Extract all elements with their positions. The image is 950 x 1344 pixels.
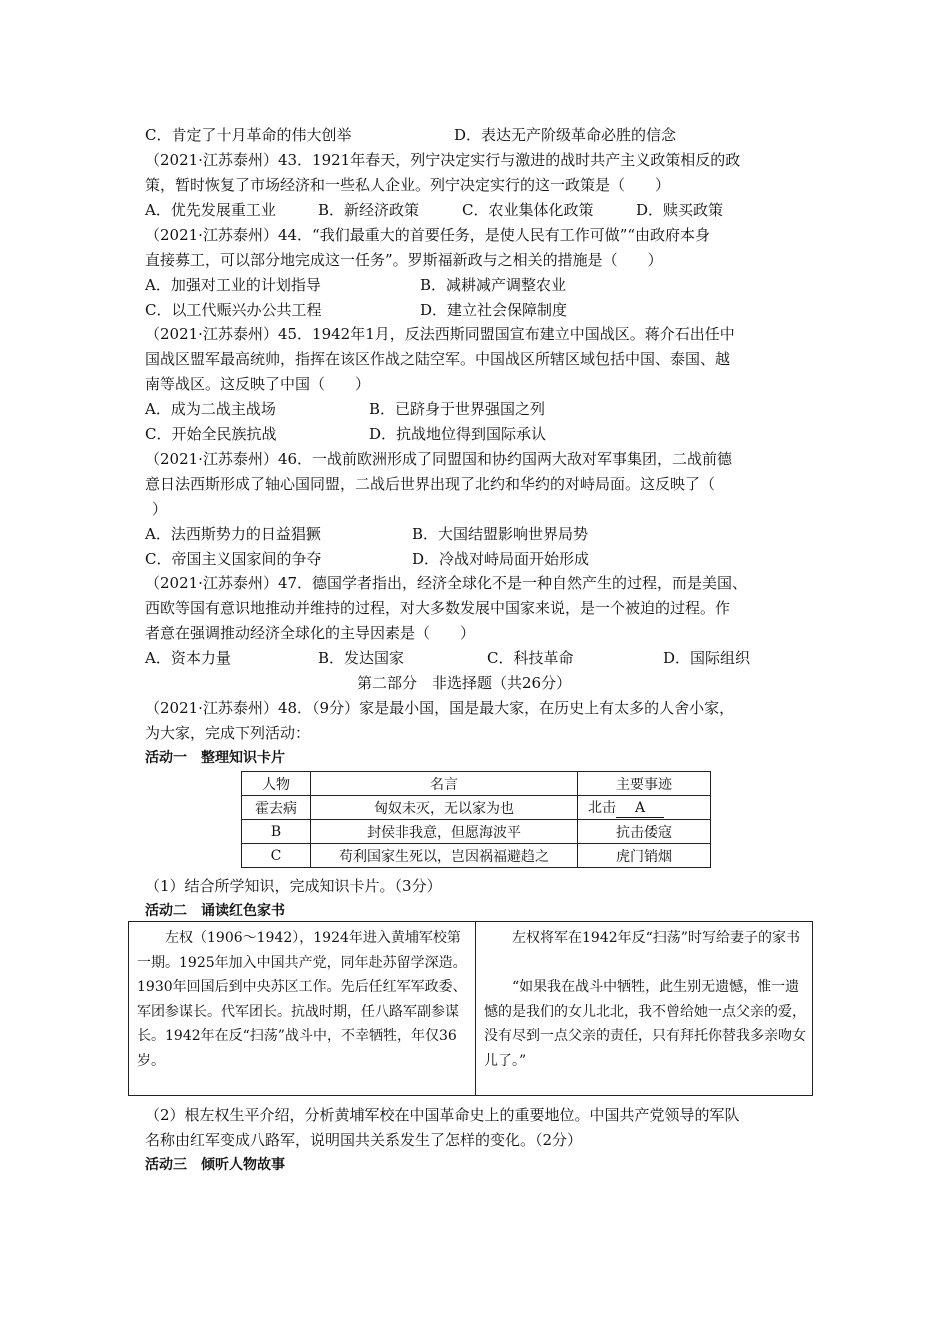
part2-heading: 第二部分 非选择题（共26分） bbox=[357, 674, 572, 692]
letter-quote: “如果我在战斗中牺牲，此生别无遗憾，惟一遗憾的是我们的女儿北北，我不曾给她一点父亲的爱，没有尽到一点父亲的责任，只有拜托你替我多亲吻女儿了。” bbox=[484, 979, 806, 1069]
q45-option-b: B．已跻身于世界强国之列 bbox=[369, 400, 546, 418]
deed-prefix: 北击 bbox=[588, 800, 616, 816]
table-row bbox=[242, 820, 711, 844]
q47-stem-line1: （2021·江苏泰州）47．德国学者指出，经济全球化不是一种自然产生的过程，而是美国、 bbox=[145, 574, 748, 592]
letter-left-box bbox=[128, 921, 476, 1096]
row-deed: 抗击倭寇 bbox=[578, 820, 711, 844]
table-row bbox=[242, 844, 711, 868]
q43-option-c: C．农业集体化政策 bbox=[462, 201, 594, 219]
zuoquan-biography: 左权（1906～1942），1924年进入黄埔军校第一期。1925年加入中国共产党，同年赴苏留学深造。1930年回国后到中央苏区工作。先后任红军军政委、军团参谋长。代军团长。抗战时期，任八路军副参谋长。1942年在反“扫荡”战斗中，不幸牺牲，年仅36岁。 bbox=[137, 930, 467, 1069]
q43-option-a: A．优先发展重工业 bbox=[145, 201, 276, 219]
row-person: 霍去病 bbox=[242, 796, 311, 820]
q43-stem-line1: （2021·江苏泰州）43．1921年春天，列宁决定实行与激进的战时共产主义政策相反的政 bbox=[145, 151, 741, 169]
q46-stem-line1: （2021·江苏泰州）46．一战前欧洲形成了同盟国和协约国两大敌对军事集团，二战前德 bbox=[145, 450, 733, 468]
q46-option-d: D．冷战对峙局面开始形成 bbox=[412, 550, 590, 568]
q47-stem-line2: 西欧等国有意识地推动并维持的过程，对大多数发展中国家来说，是一个被迫的过程。作 bbox=[145, 599, 731, 617]
q47-option-c: C．科技革命 bbox=[487, 649, 574, 667]
q43-stem-line2: 策，暂时恢复了市场经济和一些私人企业。列宁决定实行的这一政策是（ ） bbox=[145, 176, 671, 194]
knowledge-card-table bbox=[241, 771, 711, 868]
q44-stem-line1: （2021·江苏泰州）44．“我们最重大的首要任务，是使人民有工作可做”“由政府本身 bbox=[145, 226, 711, 244]
activity3-heading: 活动三 倾听人物故事 bbox=[145, 1157, 285, 1173]
q47-option-d: D．国际组织 bbox=[663, 649, 751, 667]
q48-stem-line2: 为大家，完成下列活动： bbox=[145, 724, 311, 742]
q44-stem-line2: 直接募工，可以部分地完成这一任务”。罗斯福新政与之相关的措施是（ ） bbox=[145, 251, 663, 269]
q46-option-b: B．大国结盟影响世界局势 bbox=[412, 525, 589, 543]
q42-option-c: C．肯定了十月革命的伟大创举 bbox=[145, 126, 352, 144]
letter-intro: 左权将军在1942年反“扫荡”时写给妻子的家书 bbox=[484, 930, 800, 946]
answer-blank-a[interactable]: A bbox=[616, 800, 664, 818]
sub-question-2-line1: （2）根左权生平介绍，分析黄埔军校在中国革命史上的重要地位。中国共产党领导的军队 bbox=[145, 1106, 740, 1124]
q46-option-a: A．法西斯势力的日益猖獗 bbox=[145, 525, 321, 543]
q46-stem-line3: ） bbox=[152, 500, 168, 518]
q45-option-d: D．抗战地位得到国际承认 bbox=[369, 425, 547, 443]
q47-option-b: B．发达国家 bbox=[318, 649, 405, 667]
table-row bbox=[242, 796, 711, 820]
activity1-heading: 活动一 整理知识卡片 bbox=[145, 750, 285, 766]
q46-option-c: C．帝国主义国家间的争夺 bbox=[145, 550, 322, 568]
q47-option-a: A．资本力量 bbox=[145, 649, 231, 667]
activity2-heading: 活动二 诵读红色家书 bbox=[145, 903, 285, 919]
row-quote: 匈奴未灭，无以家为也 bbox=[311, 796, 578, 820]
q48-stem-line1: （2021·江苏泰州）48．（9分）家是最小国，国是最大家，在历史上有太多的人舍小家， bbox=[145, 699, 735, 717]
q45-stem-line1: （2021·江苏泰州）45．1942年1月，反法西斯同盟国宣布建立中国战区。蒋介石出任中 bbox=[145, 325, 735, 343]
header-deed: 主要事迹 bbox=[578, 772, 711, 796]
q46-stem-line2: 意日法西斯形成了轴心国同盟，二战后世界出现了北约和华约的对峙局面。这反映了（ bbox=[145, 475, 716, 493]
q44-option-d: D．建立社会保障制度 bbox=[420, 301, 568, 319]
row-person: C bbox=[242, 844, 311, 868]
row-quote: 苟利国家生死以，岂因祸福避趋之 bbox=[311, 844, 578, 868]
q45-option-c: C．开始全民族抗战 bbox=[145, 425, 277, 443]
q45-stem-line2: 国战区盟军最高统帅，指挥在该区作战之陆空军。中国战区所辖区域包括中国、泰国、越 bbox=[145, 350, 731, 368]
table-header-row bbox=[242, 772, 711, 796]
row-person: B bbox=[242, 820, 311, 844]
sub-question-1: （1）结合所学知识，完成知识卡片。（3分） bbox=[145, 877, 442, 895]
q43-option-d: D．赎买政策 bbox=[636, 201, 724, 219]
q44-option-b: B．减耕减产调整农业 bbox=[420, 276, 567, 294]
q44-option-c: C．以工代赈兴办公共工程 bbox=[145, 301, 322, 319]
q45-option-a: A．成为二战主战场 bbox=[145, 400, 276, 418]
q42-option-d: D．表达无产阶级革命必胜的信念 bbox=[454, 126, 677, 144]
row-deed bbox=[578, 796, 711, 820]
q47-stem-line3: 者意在强调推动经济全球化的主导因素是（ ） bbox=[145, 624, 476, 642]
header-quote: 名言 bbox=[311, 772, 578, 796]
q44-option-a: A．加强对工业的计划指导 bbox=[145, 276, 321, 294]
letter-right-box bbox=[475, 921, 813, 1096]
q43-option-b: B．新经济政策 bbox=[318, 201, 420, 219]
header-person: 人物 bbox=[242, 772, 311, 796]
row-quote: 封侯非我意，但愿海波平 bbox=[311, 820, 578, 844]
sub-question-2-line2: 名称由红军变成八路军，说明国共关系发生了怎样的变化。（2分） bbox=[145, 1131, 583, 1149]
row-deed: 虎门销烟 bbox=[578, 844, 711, 868]
q45-stem-line3: 南等战区。这反映了中国（ ） bbox=[145, 375, 371, 393]
